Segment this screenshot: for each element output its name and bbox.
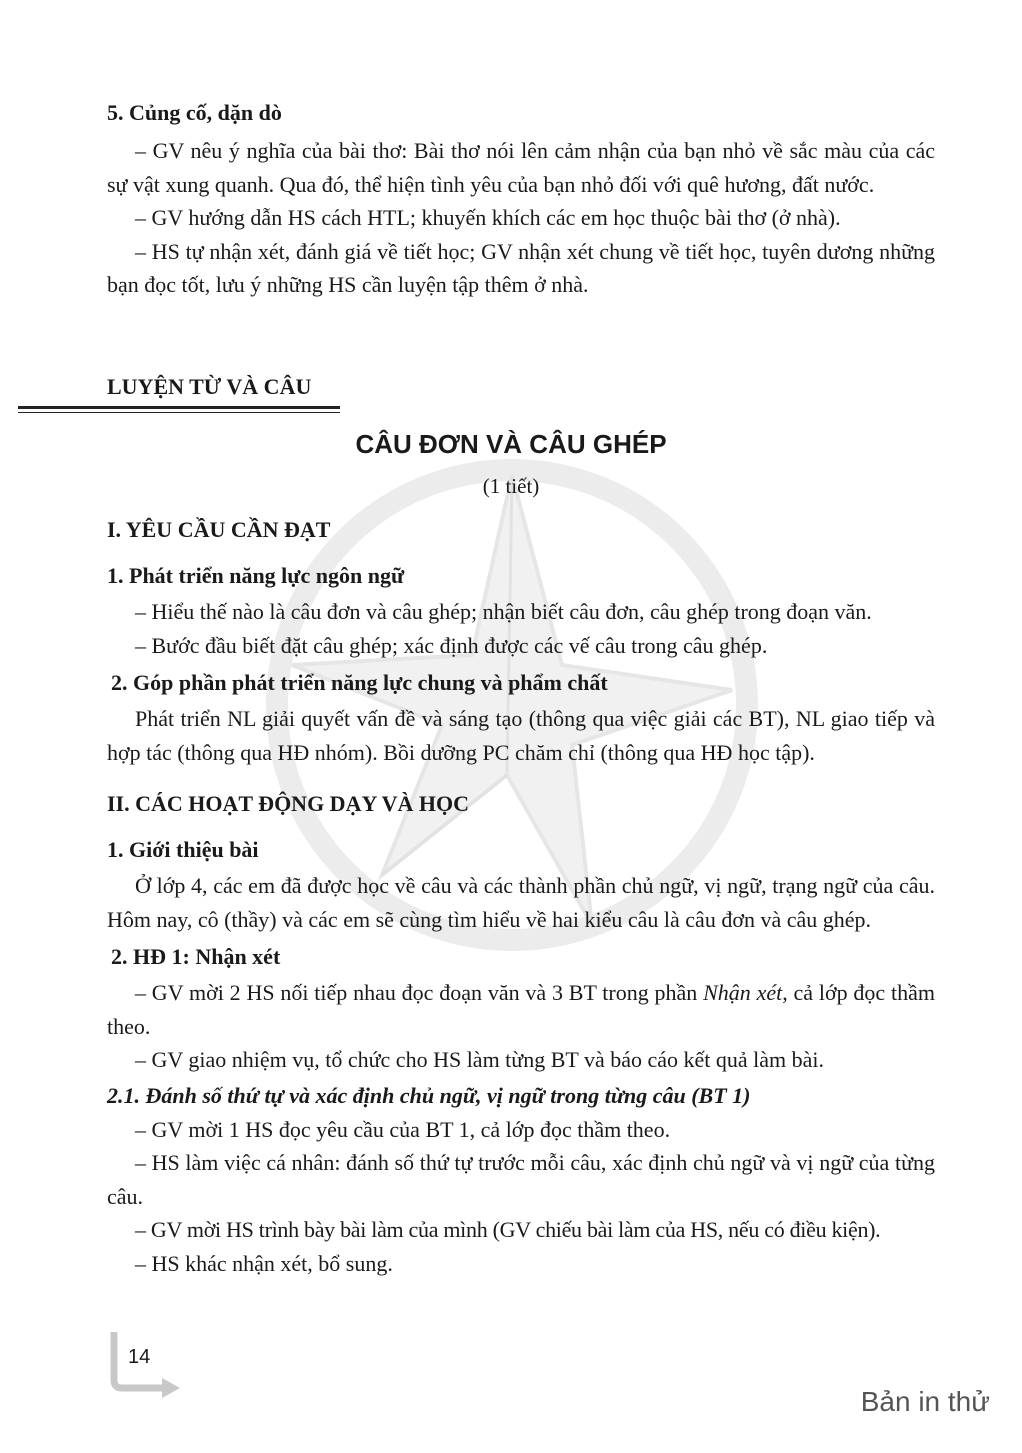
lesson-title: CÂU ĐƠN VÀ CÂU GHÉP [355,429,667,459]
subheading: 2. HĐ 1: Nhận xét [111,944,281,969]
subheading: 1. Phát triển năng lực ngôn ngữ [107,563,405,588]
list-item: – Hiểu thế nào là câu đơn và câu ghép; nhận biết câu đơn, câu ghép trong đoạn văn. [135,599,872,624]
subheading: 1. Giới thiệu bài [107,837,259,862]
requirements-section [107,517,935,769]
page-number: 14 [128,1346,151,1368]
proof-stamp: Bản in thử [860,1386,990,1417]
list-item: – GV mời HS trình bày bài làm của mình (GV chiếu bài làm của HS, nếu có điều kiện). [135,1217,881,1242]
section-consolidation [107,100,935,302]
section-heading: 5. Củng cố, dặn dò [107,100,282,125]
divider [18,406,340,409]
list-item: – Bước đầu biết đặt câu ghép; xác định được các vế câu trong câu ghép. [135,632,768,658]
part-heading: I. YÊU CẦU CẦN ĐẠT [107,517,331,542]
paragraph: Ở lớp 4, các em đã được học về câu và các thành phần chủ ngữ, vị ngữ, trạng ngữ của câu. Hôm nay, cô (thầy) và các em sẽ cùng tìm hiểu về hai kiểu câu là câu đơn và câu ghép. [107,873,935,932]
paragraph: – GV hướng dẫn HS cách HTL; khuyến khích các em học thuộc bài thơ (ở nhà). [135,205,841,230]
divider [18,412,340,413]
list-item: – HS làm việc cá nhân: đánh số thứ tự trước mỗi câu, xác định chủ ngữ và vị ngữ của từng câu. [107,1150,935,1209]
list-item: – GV mời 2 HS nối tiếp nhau đọc đoạn văn và 3 BT trong phần Nhận xét, cả lớp đọc thầm theo. [107,980,935,1039]
lesson-duration: (1 tiết) [482,474,540,498]
list-item: – HS khác nhận xét, bổ sung. [135,1250,393,1276]
subheading: 2.1. Đánh số thứ tự và xác định chủ ngữ, vị ngữ trong từng câu (BT 1) [107,1082,751,1108]
list-item: – GV giao nhiệm vụ, tổ chức cho HS làm từng BT và báo cáo kết quả làm bài. [135,1047,825,1072]
subheading: 2. Góp phần phát triển năng lực chung và phẩm chất [111,670,608,695]
activities-section [107,791,935,1280]
section-label: LUYỆN TỪ VÀ CÂU [107,374,312,399]
paragraph: Phát triển NL giải quyết vấn đề và sáng tạo (thông qua việc giải các BT), NL giao tiếp và hợp tác (thông qua HĐ nhóm). Bồi dưỡng PC chăm chỉ (thông qua HĐ học tập). [107,706,935,765]
part-heading: II. CÁC HOẠT ĐỘNG DẠY VÀ HỌC [107,791,470,816]
list-item: – GV mời 1 HS đọc yêu cầu của BT 1, cả lớp đọc thầm theo. [135,1116,671,1142]
paragraph: – GV nêu ý nghĩa của bài thơ: Bài thơ nói lên cảm nhận của bạn nhỏ về sắc màu của các sự vật xung quanh. Qua đó, thể hiện tình yêu của bạn nhỏ đối với quê hương, đất nước. [107,138,935,197]
paragraph: – HS tự nhận xét, đánh giá về tiết học; GV nhận xét chung về tiết học, tuyên dương những bạn đọc tốt, lưu ý những HS cần luyện tập thêm ở nhà. [107,238,935,297]
